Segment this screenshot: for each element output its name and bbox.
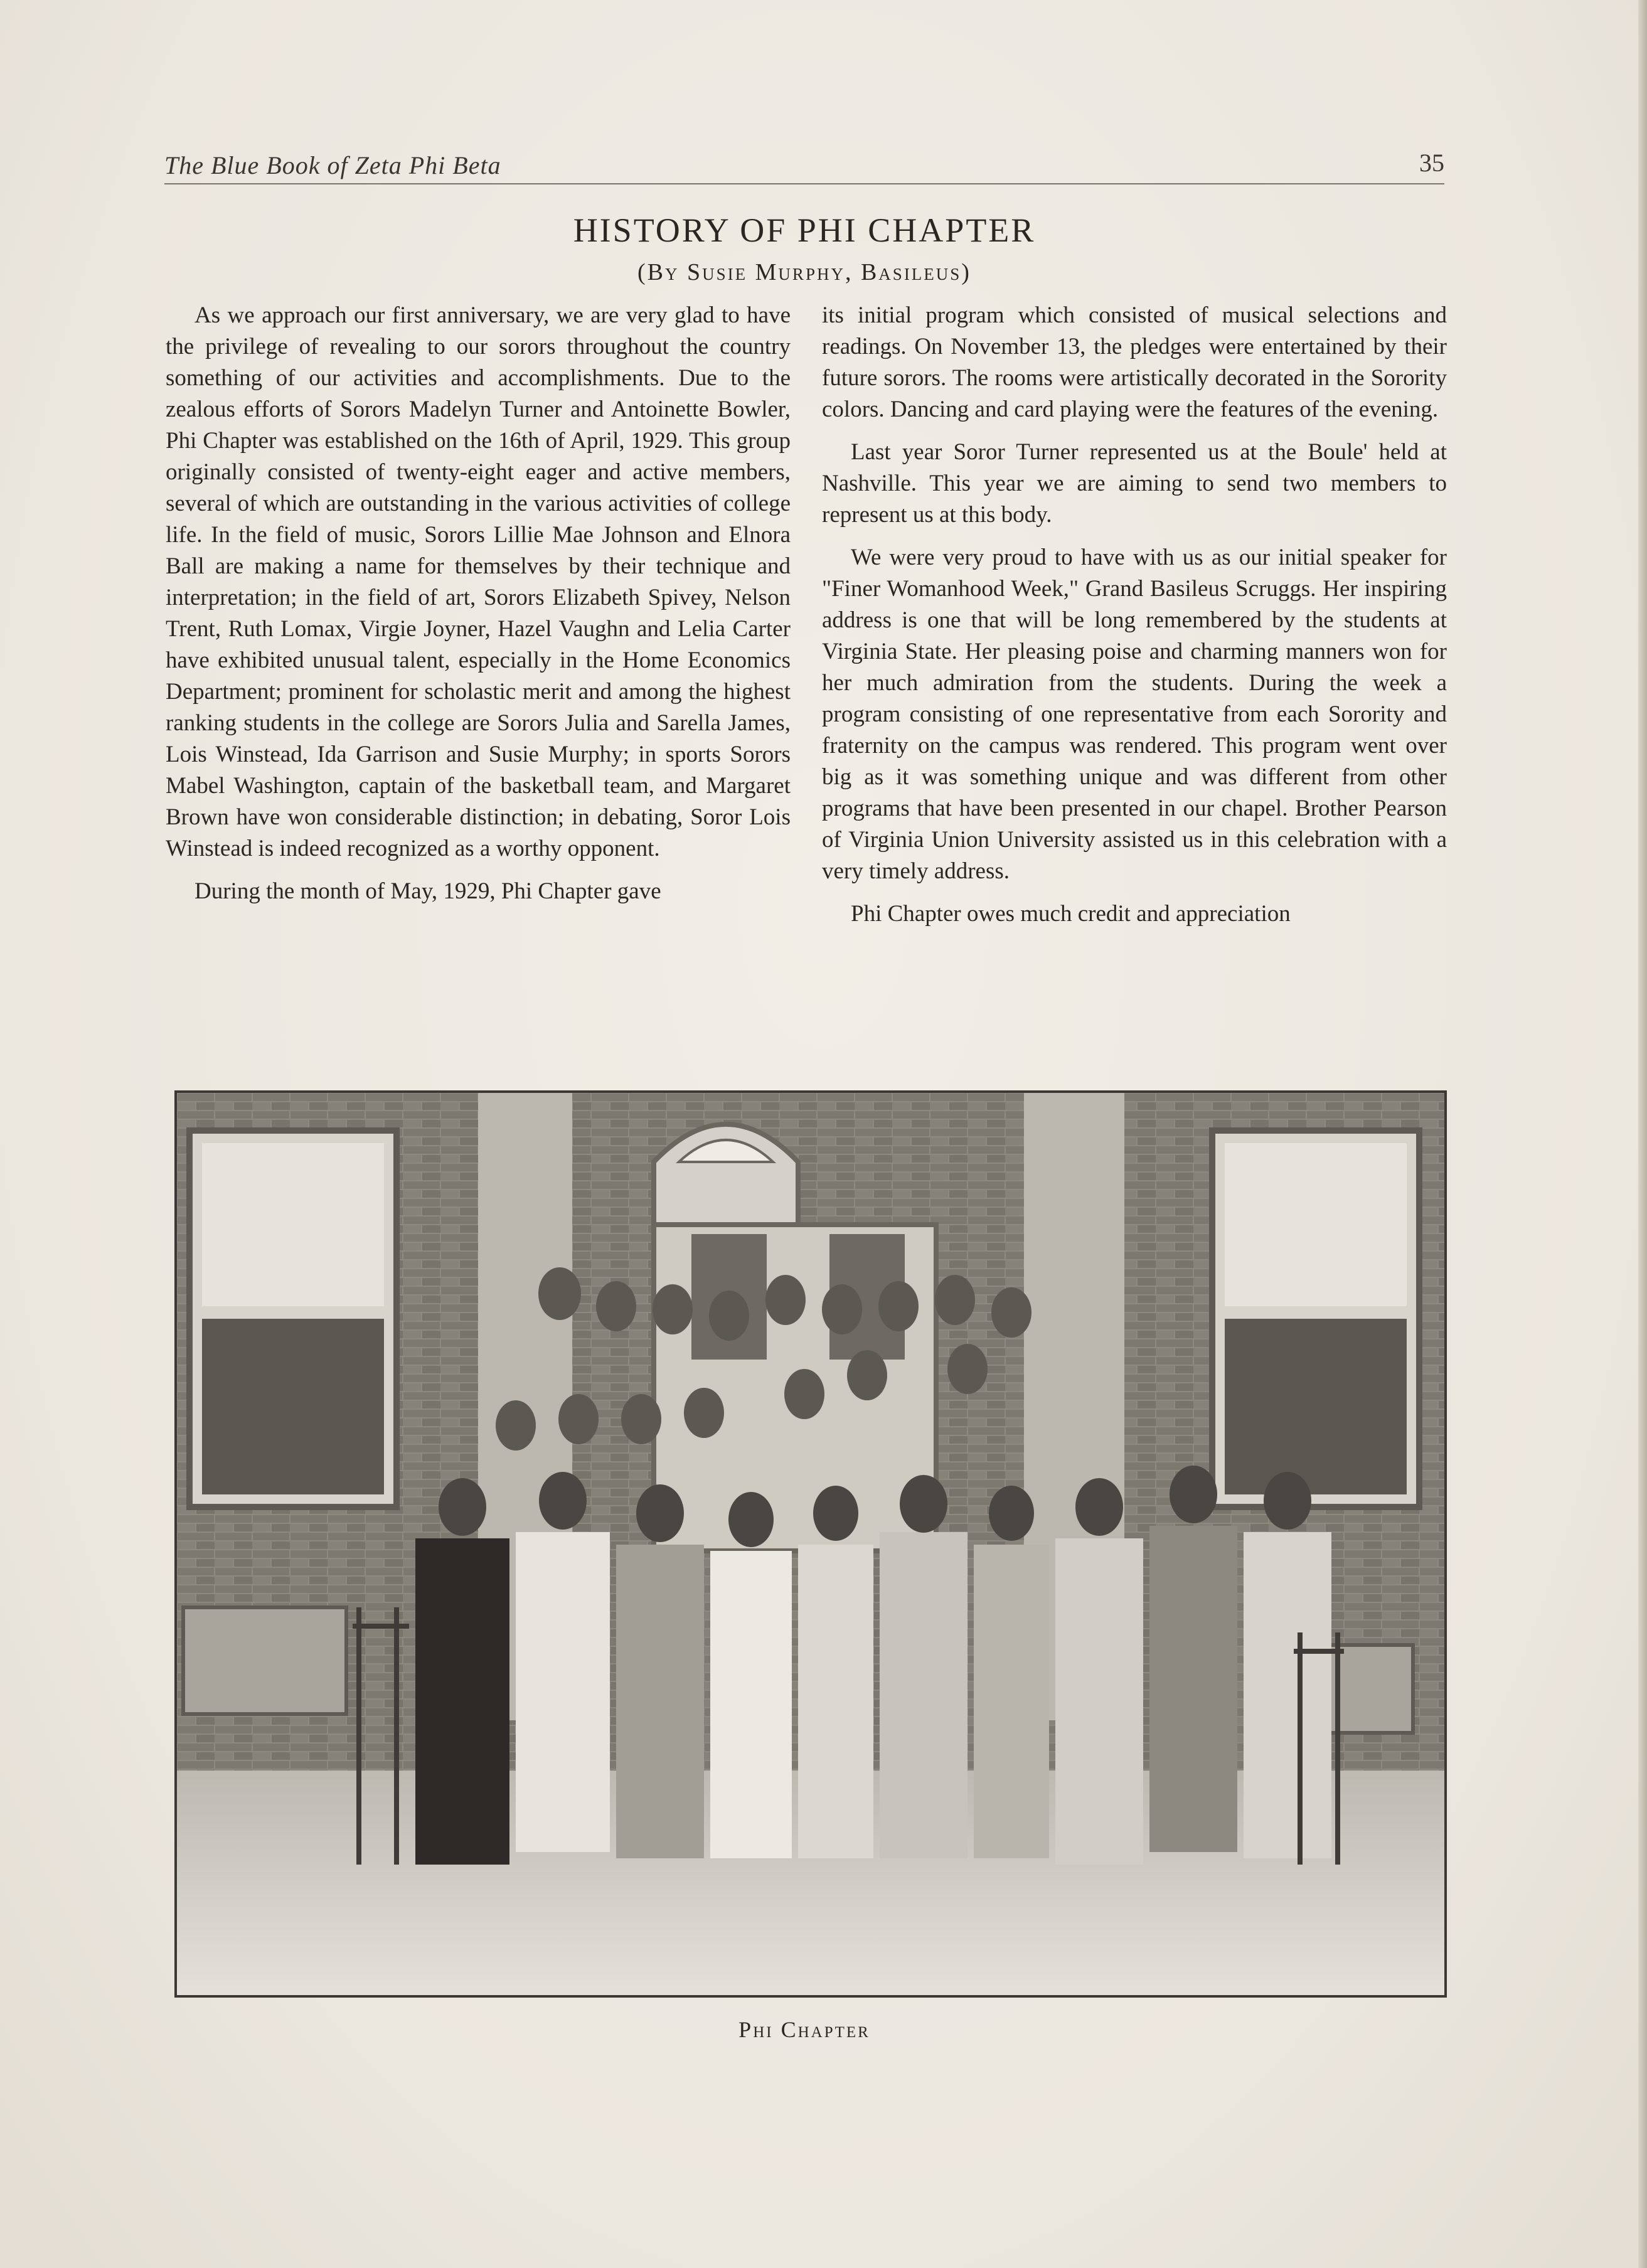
right-paragraph-1: its initial program which consisted of musical selections and readings. On November 13, the pledges were entertained by their future sorors. The rooms were artistically decorated in the Sorority colors. Dancing and card playing were the features of the evening. bbox=[822, 302, 1447, 422]
article-title: HISTORY OF PHI CHAPTER bbox=[573, 211, 1036, 249]
right-paragraph-3: We were very proud to have with us as our initial speaker for "Finer Womanhood Week," Grand Basileus Scruggs. Her inspiring address is one that will be long remembered by the students at Virginia State. Her pleasing poise and charming manners won for her much admiration from the students. During the week a program consisting of one representative from each Sorority and fraternity on the campus was rendered. This program went over big as it was something unique and was different from other programs that have been presented in our chapel. Brother Pearson of Virginia Union University assisted us in this celebration with a very timely address. bbox=[822, 545, 1447, 884]
group-photo-image bbox=[177, 1093, 1444, 1995]
group-photograph bbox=[174, 1090, 1447, 1998]
running-header bbox=[164, 148, 1444, 184]
right-paragraph-4: Phi Chapter owes much credit and appreciation bbox=[851, 901, 1291, 927]
right-column bbox=[822, 300, 1447, 1078]
left-column bbox=[166, 300, 791, 1078]
running-title: The Blue Book of Zeta Phi Beta bbox=[164, 151, 501, 179]
photo-caption: Phi Chapter bbox=[738, 2017, 870, 2042]
page-spine bbox=[1638, 0, 1647, 2268]
page-number: 35 bbox=[1419, 149, 1444, 177]
right-paragraph-2: Last year Soror Turner represented us at the Boule' held at Nashville. This year we are aiming to send two members to represent us at this body. bbox=[822, 439, 1447, 528]
left-paragraph-1: As we approach our first anniversary, we are very glad to have the privilege of revealing to our sorors throughout the country something of our activities and accomplishments. Due to the zealous efforts of Sorors Madelyn Turner and Antoinette Bowler, Phi Chapter was established on the 16th of April, 1929. This group originally consisted of twenty-eight eager and active members, several of which are outstanding in the various activities of college life. In the field of music, Sorors Lillie Mae Johnson and Elnora Ball are making a name for themselves by their technique and interpretation; in the field of art, Sorors Elizabeth Spivey, Nelson Trent, Ruth Lomax, Virgie Joyner, Hazel Vaughn and Lelia Carter have exhibited unusual talent, especially in the Home Economics Department; prominent for scholastic merit and among the highest ranking students in the college are Sorors Julia and Sarella James, Lois Winstead, Ida Garrison and Susie Murphy; in sports Sorors Mabel Washington, captain of the basketball team, and Margaret Brown have won considerable distinction; in debating, Soror Lois Winstead is indeed recognized as a worthy opponent. bbox=[166, 302, 791, 861]
article-byline: (By Susie Murphy, Basileus) bbox=[637, 259, 971, 285]
left-paragraph-2: During the month of May, 1929, Phi Chapter gave bbox=[195, 878, 661, 904]
